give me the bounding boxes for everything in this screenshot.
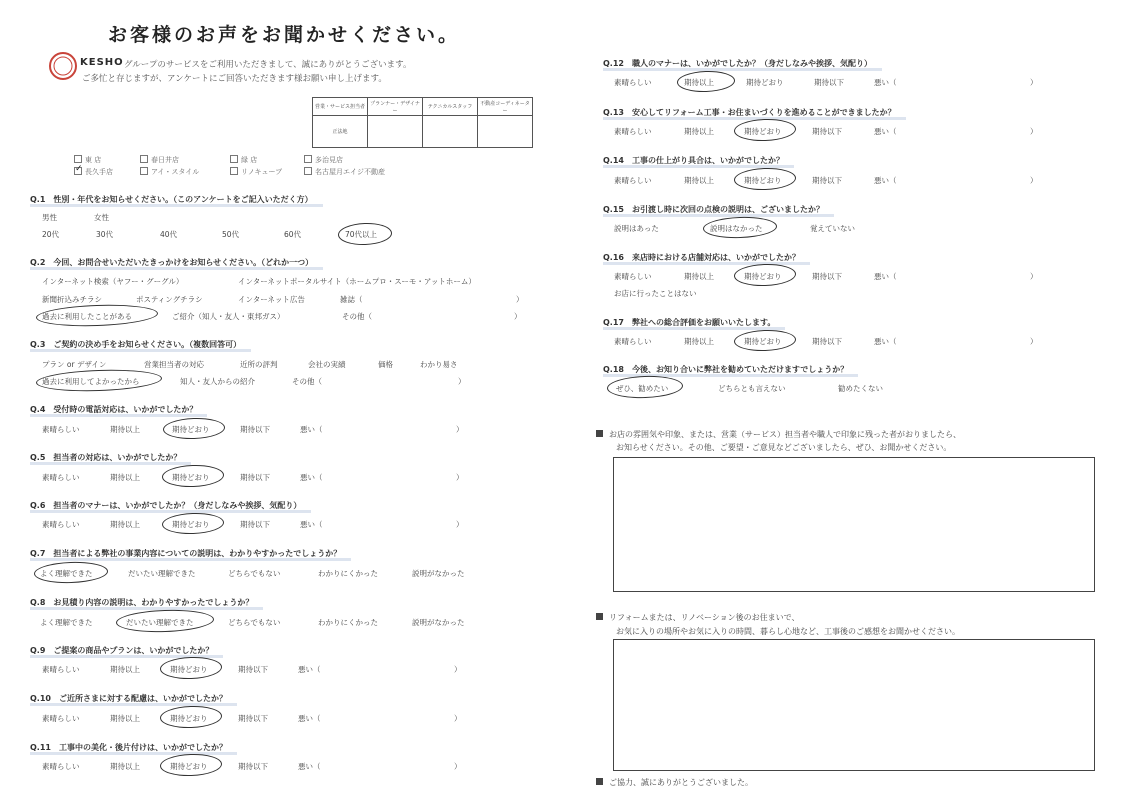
q16-opt-below[interactable]: 期待以下 xyxy=(812,272,842,281)
q5-bracket: ） xyxy=(456,473,464,482)
q4-opt-above[interactable]: 期待以上 xyxy=(110,425,140,434)
q11-opt-excellent[interactable]: 素晴らしい xyxy=(42,762,80,771)
q16-opt-excellent[interactable]: 素晴らしい xyxy=(614,272,652,281)
q3-title: Q.3 ご契約の決め手をお知らせください。（複数回答可） xyxy=(30,340,242,349)
checkbox-icon xyxy=(140,167,148,175)
q13-opt-below[interactable]: 期待以下 xyxy=(812,127,842,136)
q10-opt-above[interactable]: 期待以上 xyxy=(110,714,140,723)
q1-age-30[interactable]: 30代 xyxy=(96,230,114,239)
q18-opt-not-recommend[interactable]: 勧めたくない xyxy=(838,384,883,393)
q4-bracket: ） xyxy=(456,425,464,434)
q13-opt-excellent[interactable]: 素晴らしい xyxy=(614,127,652,136)
q9-title: Q.9 ご提案の商品やプランは、いかがでしたか？ xyxy=(30,646,214,655)
q7-opt-hard[interactable]: わかりにくかった xyxy=(318,569,378,578)
q3-option[interactable]: 営業担当者の対応 xyxy=(144,360,204,369)
q17-opt-excellent[interactable]: 素晴らしい xyxy=(614,337,652,346)
q10-opt-bad[interactable]: 悪い（ xyxy=(298,714,321,723)
answer-circle xyxy=(734,329,797,352)
q14-opt-below[interactable]: 期待以下 xyxy=(812,176,842,185)
q8-opt-well[interactable]: よく理解できた xyxy=(40,618,93,627)
q16-opt-expected[interactable]: 期待どおり xyxy=(744,272,782,281)
staff-value-realestate[interactable] xyxy=(478,116,533,148)
q15-opt-not-explained[interactable]: 説明はなかった xyxy=(710,224,763,233)
q3-option[interactable]: 近所の評判 xyxy=(240,360,278,369)
q14-bracket: ） xyxy=(1030,176,1038,185)
q12-opt-excellent[interactable]: 素晴らしい xyxy=(614,78,652,87)
q4-opt-bad[interactable]: 悪い（ xyxy=(300,425,323,434)
q11-opt-above[interactable]: 期待以上 xyxy=(110,762,140,771)
q6-opt-above[interactable]: 期待以上 xyxy=(110,520,140,529)
q12-opt-below[interactable]: 期待以下 xyxy=(814,78,844,87)
staff-value-planner[interactable] xyxy=(368,116,423,148)
q12-title: Q.12 職人のマナーは、いかがでしたか？（身だしなみや挨拶、気配り） xyxy=(603,59,872,68)
store-option[interactable]: アイ・スタイル xyxy=(140,167,199,177)
q12-opt-bad[interactable]: 悪い（ xyxy=(874,78,897,87)
q12-opt-above[interactable]: 期待以上 xyxy=(684,78,714,87)
q3-option[interactable]: プラン or デザイン xyxy=(42,360,107,369)
answer-circle xyxy=(734,167,797,191)
answer-circle xyxy=(607,375,684,400)
comment2-prompt-line1: リフォームまたは、リノベーション後のお住まいで、 xyxy=(596,612,799,623)
q2-option[interactable]: インターネット広告 xyxy=(238,295,305,304)
q3-bracket: ） xyxy=(458,377,466,386)
q13-opt-above[interactable]: 期待以上 xyxy=(684,127,714,136)
q5-title: Q.5 担当者の対応は、いかがでしたか？ xyxy=(30,453,182,462)
q2-option[interactable]: ご紹介（知人・友人・東邦ガス） xyxy=(172,312,285,321)
q8-opt-neither[interactable]: どちらでもない xyxy=(228,618,281,627)
staff-value-technical[interactable] xyxy=(423,116,478,148)
q17-opt-expected[interactable]: 期待どおり xyxy=(744,337,782,346)
q17-opt-below[interactable]: 期待以下 xyxy=(812,337,842,346)
q13-opt-expected[interactable]: 期待どおり xyxy=(744,127,782,136)
q15-title: Q.15 お引渡し時に次回の点検の説明は、ございましたか？ xyxy=(603,205,824,214)
q2-option[interactable]: その他（ xyxy=(342,312,372,321)
company-seal-icon xyxy=(48,51,78,81)
answer-circle xyxy=(734,118,797,142)
store-option[interactable]: 名古屋月エイジ不動産 xyxy=(304,167,385,177)
store-option[interactable]: リノキューブ xyxy=(230,167,282,177)
q5-opt-bad[interactable]: 悪い（ xyxy=(300,473,323,482)
q3-option[interactable]: 価格 xyxy=(378,360,393,369)
checkbox-icon xyxy=(74,155,82,163)
checkbox-icon xyxy=(304,155,312,163)
comment1-textarea[interactable] xyxy=(613,457,1095,592)
answer-circle xyxy=(677,70,736,93)
q2-option[interactable]: 過去に利用したことがある xyxy=(42,312,132,321)
q1-gender-male[interactable]: 男性 xyxy=(42,213,57,222)
q18-title: Q.18 今後、お知り合いに弊社を勧めていただけますでしょうか？ xyxy=(603,365,849,374)
q9-opt-expected[interactable]: 期待どおり xyxy=(170,665,208,674)
q11-bracket: ） xyxy=(454,762,462,771)
q9-opt-excellent[interactable]: 素晴らしい xyxy=(42,665,80,674)
q7-opt-neither[interactable]: どちらでもない xyxy=(228,569,281,578)
q2-option[interactable]: 新聞折込みチラシ xyxy=(42,295,102,304)
q1-age-70plus[interactable]: 70代以上 xyxy=(345,230,378,239)
square-bullet-icon xyxy=(596,778,603,785)
square-bullet-icon xyxy=(596,613,603,620)
store-option[interactable]: 春日井店 xyxy=(140,155,179,165)
q12-opt-expected[interactable]: 期待どおり xyxy=(746,78,784,87)
store-option[interactable]: 多治見店 xyxy=(304,155,343,165)
answer-circle xyxy=(36,368,163,393)
staff-header-technical: テクニカルスタッフ xyxy=(423,98,478,116)
q5-opt-expected[interactable]: 期待どおり xyxy=(172,473,210,482)
staff-value-sales[interactable]: 正法地 xyxy=(313,116,368,148)
q6-opt-excellent[interactable]: 素晴らしい xyxy=(42,520,80,529)
comment2-textarea[interactable] xyxy=(613,639,1095,771)
q3-option[interactable]: 過去に利用してよかったから xyxy=(42,377,140,386)
q8-title: Q.8 お見積り内容の説明は、わかりやすかったでしょうか？ xyxy=(30,598,254,607)
staff-table xyxy=(312,97,533,148)
q11-opt-below[interactable]: 期待以下 xyxy=(238,762,268,771)
q17-opt-above[interactable]: 期待以上 xyxy=(684,337,714,346)
q4-opt-excellent[interactable]: 素晴らしい xyxy=(42,425,80,434)
q4-opt-below[interactable]: 期待以下 xyxy=(240,425,270,434)
q14-opt-above[interactable]: 期待以上 xyxy=(684,176,714,185)
answer-circle xyxy=(734,263,797,287)
q16-opt-above[interactable]: 期待以上 xyxy=(684,272,714,281)
q10-title: Q.10 ご近所さまに対する配慮は、いかがでしたか？ xyxy=(30,694,227,703)
comment2-prompt-line2: お気に入りの場所やお気に入りの時間、暮らし心地など、工事後のご感想をお聞かせください。 xyxy=(616,627,960,636)
q5-opt-above[interactable]: 期待以上 xyxy=(110,473,140,482)
answer-circle xyxy=(34,561,109,585)
intro-line-2: ご多忙と存じますが、アンケートにご回答いただきます様お願い申し上げます。 xyxy=(82,74,387,84)
q17-title: Q.17 弊社への総合評価をお願いいたします。 xyxy=(603,318,776,327)
page-title: お客様のお声をお聞かせください。 xyxy=(108,24,461,46)
q13-bracket: ） xyxy=(1030,127,1038,136)
q6-title: Q.6 担当者のマナーは、いかがでしたか？（身だしなみや挨拶、気配り） xyxy=(30,501,302,510)
answer-circle xyxy=(36,303,159,328)
q8-opt-none[interactable]: 説明がなかった xyxy=(412,618,465,627)
q6-opt-expected[interactable]: 期待どおり xyxy=(172,520,210,529)
q2-title: Q.2 今回、お問合せいただいたきっかけをお知らせください。（どれか一つ） xyxy=(30,258,314,267)
answer-circle xyxy=(163,417,226,440)
checkbox-icon xyxy=(230,167,238,175)
company-name: KESHO xyxy=(80,57,124,68)
q4-title: Q.4 受付時の電話対応は、いかがでしたか？ xyxy=(30,405,198,414)
q13-opt-bad[interactable]: 悪い（ xyxy=(874,127,897,136)
q2-bracket: ） xyxy=(516,295,524,304)
q16-title: Q.16 来店時における店舗対応は、いかがでしたか？ xyxy=(603,253,800,262)
q10-opt-below[interactable]: 期待以下 xyxy=(238,714,268,723)
q1-gender-female[interactable]: 女性 xyxy=(94,213,109,222)
q4-opt-expected[interactable]: 期待どおり xyxy=(172,425,210,434)
checkbox-icon xyxy=(140,155,148,163)
checkbox-icon xyxy=(230,155,238,163)
q14-opt-bad[interactable]: 悪い（ xyxy=(874,176,897,185)
q1-age-60[interactable]: 60代 xyxy=(284,230,302,239)
q3-option[interactable]: わかり易さ xyxy=(420,360,458,369)
answer-circle xyxy=(160,705,223,729)
q14-title: Q.14 工事の仕上がり具合は、いかがでしたか？ xyxy=(603,156,784,165)
comment1-prompt-line1: お店の雰囲気や印象、または、営業（サービス）担当者や職人で印象に残った者がおりましたら、 xyxy=(596,429,961,440)
staff-header-planner: プランナー・デザイナー xyxy=(368,98,423,116)
q8-opt-mostly[interactable]: だいたい理解できた xyxy=(126,618,194,627)
q6-opt-bad[interactable]: 悪い（ xyxy=(300,520,323,529)
answer-circle xyxy=(338,222,393,246)
answer-circle xyxy=(703,216,778,240)
footer-thanks: ご協力、誠にありがとうございました。 xyxy=(596,777,753,788)
q18-opt-neither[interactable]: どちらとも言えない xyxy=(718,384,786,393)
staff-header-sales: 営業・サービス担当者 xyxy=(313,98,368,116)
store-option-checked[interactable]: ✓ 長久手店 xyxy=(75,164,113,176)
store-option[interactable]: 東 店 xyxy=(74,155,101,165)
q16-opt-bad[interactable]: 悪い（ xyxy=(874,272,897,281)
answer-circle xyxy=(162,464,225,488)
q13-title: Q.13 安心してリフォーム工事・お住まいづくりを進めることができましたか？ xyxy=(603,108,896,117)
answer-circle xyxy=(116,608,215,633)
q8-opt-hard[interactable]: わかりにくかった xyxy=(318,618,378,627)
checkbox-checked-icon: ✓ xyxy=(75,164,83,174)
q9-opt-bad[interactable]: 悪い（ xyxy=(298,665,321,674)
q5-opt-excellent[interactable]: 素晴らしい xyxy=(42,473,80,482)
q9-opt-above[interactable]: 期待以上 xyxy=(110,665,140,674)
q2-option[interactable]: インターネットポータルサイト（ホームプロ・スーモ・アットホーム） xyxy=(238,277,476,286)
q6-bracket: ） xyxy=(456,520,464,529)
q15-opt-dont-remember[interactable]: 覚えていない xyxy=(810,224,855,233)
answer-circle xyxy=(162,512,225,535)
q11-title: Q.11 工事中の美化・後片付けは、いかがでしたか？ xyxy=(30,743,227,752)
q11-opt-bad[interactable]: 悪い（ xyxy=(298,762,321,771)
q7-opt-mostly[interactable]: だいたい理解できた xyxy=(128,569,196,578)
answer-circle xyxy=(160,656,223,680)
q1-age-50[interactable]: 50代 xyxy=(222,230,240,239)
q3-option[interactable]: その他（ xyxy=(292,377,322,386)
q1-title: Q.1 性別・年代をお知らせください。（このアンケートをご記入いただく方） xyxy=(30,195,313,204)
q11-opt-expected[interactable]: 期待どおり xyxy=(170,762,208,771)
q10-opt-expected[interactable]: 期待どおり xyxy=(170,714,208,723)
square-bullet-icon xyxy=(596,430,603,437)
staff-header-realestate: 不動産コーディネーター xyxy=(478,98,533,116)
q15-opt-explained[interactable]: 説明はあった xyxy=(614,224,659,233)
q14-opt-expected[interactable]: 期待どおり xyxy=(744,176,782,185)
q16-opt-never-visited[interactable]: お店に行ったことはない xyxy=(614,289,697,298)
q3-option[interactable]: 知人・友人からの紹介 xyxy=(180,377,255,386)
checkbox-icon xyxy=(304,167,312,175)
q14-opt-excellent[interactable]: 素晴らしい xyxy=(614,176,652,185)
q16-bracket: ） xyxy=(1030,272,1038,281)
answer-circle xyxy=(160,753,223,777)
q2-option[interactable]: ポスティングチラシ xyxy=(136,295,203,304)
q3-option[interactable]: 会社の実績 xyxy=(308,360,346,369)
q7-title: Q.7 担当者による弊社の事業内容についての説明は、わかりやすかったでしょうか？ xyxy=(30,549,342,558)
q9-opt-below[interactable]: 期待以下 xyxy=(238,665,268,674)
q2-option[interactable]: 雑誌（ xyxy=(340,295,363,304)
intro-line-1: グループのサービスをご利用いただきまして、誠にありがとうございます。 xyxy=(124,60,412,70)
q7-opt-well[interactable]: よく理解できた xyxy=(40,569,93,578)
q5-opt-below[interactable]: 期待以下 xyxy=(240,473,270,482)
q2-option[interactable]: インターネット検索（ヤフー・グーグル） xyxy=(42,277,184,286)
store-option[interactable]: 緑 店 xyxy=(230,155,257,165)
q6-opt-below[interactable]: 期待以下 xyxy=(240,520,270,529)
comment1-prompt-line2: お知らせください。その他、ご要望・ご意見などございましたら、ぜひ、お聞かせください。 xyxy=(616,443,952,452)
q17-opt-bad[interactable]: 悪い（ xyxy=(874,337,897,346)
q7-opt-none[interactable]: 説明がなかった xyxy=(412,569,465,578)
q9-bracket: ） xyxy=(454,665,462,674)
q12-bracket: ） xyxy=(1030,78,1038,87)
q1-age-20[interactable]: 20代 xyxy=(42,230,60,239)
q17-bracket: ） xyxy=(1030,337,1038,346)
q2-bracket: ） xyxy=(514,312,522,321)
q1-age-40[interactable]: 40代 xyxy=(160,230,178,239)
q10-bracket: ） xyxy=(454,714,462,723)
q18-opt-recommend[interactable]: ぜひ、勧めたい xyxy=(616,384,669,393)
q10-opt-excellent[interactable]: 素晴らしい xyxy=(42,714,80,723)
